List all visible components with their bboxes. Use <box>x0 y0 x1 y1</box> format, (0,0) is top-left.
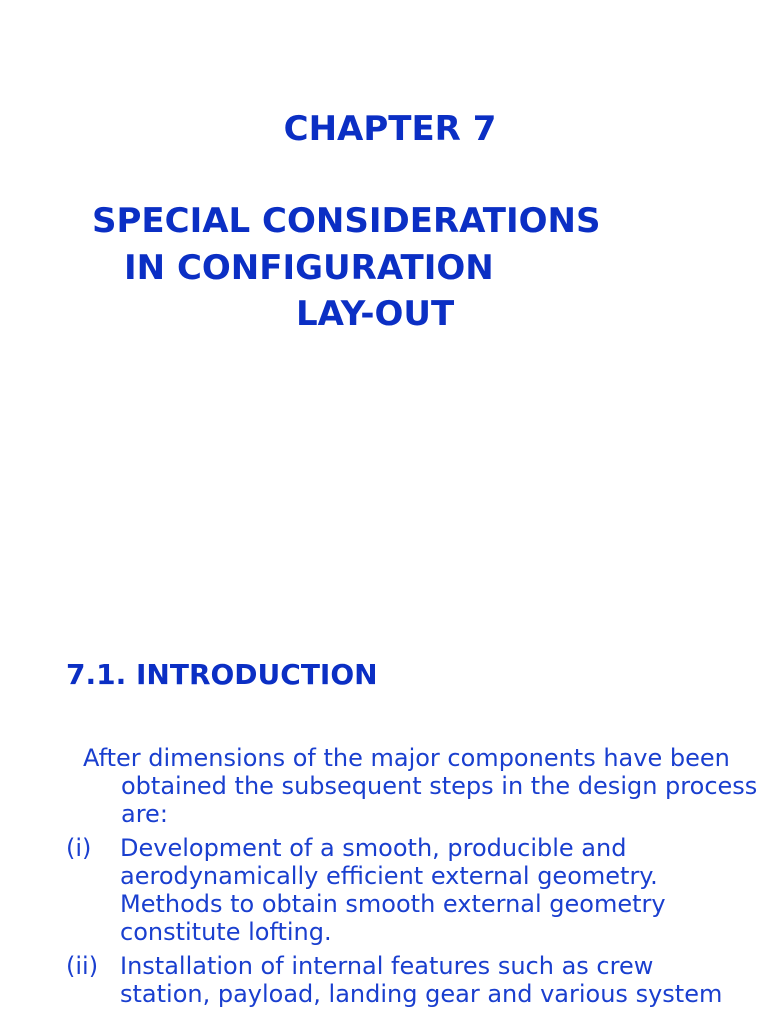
list-item-text: Development of a smooth, producible and aerodynamically efficient external geometry. Methods to obtain smooth external geometry constitute lofting. <box>120 834 666 946</box>
chapter-label: CHAPTER 7 <box>283 109 497 149</box>
list-item-text: Installation of internal features such as crew station, payload, landing gear and various system <box>120 952 723 1008</box>
list-item <box>66 834 746 946</box>
list-item <box>66 952 746 1008</box>
section-heading: 7.1. INTRODUCTION <box>66 658 378 691</box>
intro-paragraph: After dimensions of the major components have been obtained the subsequent steps in the design process are: <box>83 744 758 828</box>
chapter-title-line-3: LAY-OUT <box>296 294 455 334</box>
list-marker: (ii) <box>66 952 99 980</box>
list-marker: (i) <box>66 834 92 862</box>
chapter-title-line-1: SPECIAL CONSIDERATIONS <box>92 201 601 241</box>
chapter-title-line-2: IN CONFIGURATION <box>124 248 494 288</box>
